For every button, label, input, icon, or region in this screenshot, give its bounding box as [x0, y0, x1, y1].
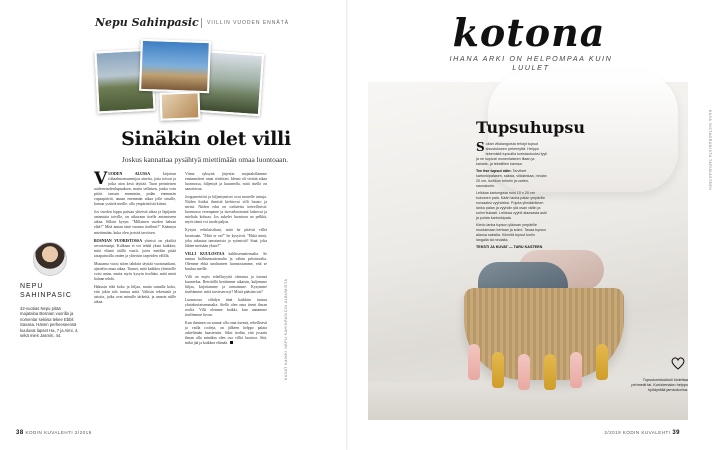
heart-icon: [670, 355, 686, 371]
header-divider: [201, 18, 202, 28]
tassel-mustard: [596, 344, 608, 380]
drop-cap: S: [476, 140, 485, 154]
page-number: 39: [672, 430, 680, 436]
tassel-pink: [570, 352, 582, 388]
author-bio: 42-vuotias Nepu pitää majataloa Bosnian vuorilla ja nomenlar sekiisa tekee Ebbit Savasa. Hänen perheeseensä kuuluvat lapset Ha, 7 ja Aimi, 4, sekä mies Jasmin, 44.: [20, 306, 79, 339]
author-name: NEPU SAHINPASIC: [20, 283, 72, 299]
tassel-pink: [468, 344, 480, 380]
tassel-pink: [518, 354, 530, 390]
paragraph: Kiedo lanka tupsun yläosan ympärille muutamaan kertaan ja solmi. Tasaa tupsun alaosa saksilla. Kiinnitä tupsut koriin langalla tai neulalla.: [476, 223, 547, 242]
paragraph: Kysyin retkilaisiltani, mitä he pitävät villiä luontoaan. "Mitä se on?" he kysyivät. "Ehkä minä, joka rakastaa tanssimista ja syömistä? Sinä, joka lähtee metsään yksin?": [185, 228, 267, 248]
left-footer: [16, 430, 92, 436]
footer-magazine: KODIN KUVALEHTI 2/2019: [25, 430, 92, 435]
right-page: [348, 0, 712, 450]
paragraph: Jooganretriitit ja hiljentymiset ovat monelle tuttuja. Niiden lisäksi ihmisiä kiehtovat villi luonto ja metsä. Niiden edut on todistettu tieteellisesti: luonnossa verenpaine ja stressihormonit laskevat ja mieliala kohoaa. Jos sukelet luontoon on pelkkä, myös tämä voi tuoda paljon.: [185, 195, 267, 225]
columnist-name-header: Nepu Sahinpasic: [95, 16, 199, 29]
paragraph: Tee itse tupsut näin: Tarvitset kartonkipalasen, saksia, villalankaa, neulan 20 cm, isohkon tuhmin ja varten, saunakorin.: [476, 169, 547, 188]
left-page: [0, 0, 348, 450]
body-column-1: [94, 169, 176, 308]
section-title: kotona: [452, 10, 606, 55]
paragraph: Viime syksynä järjestin majatalollamme ensimmäiset omat retriittini. Ideani oli viettää aikaa luonnossa, hiljentyä ja kuunnella, mitä itsellä on sanottavaa.: [185, 172, 267, 192]
photo-caption: Tupsukoriskukkoli kiolettaa pehmeät tai. Koriolemalon helppo hyödyntää jamsokorina.: [631, 378, 688, 392]
author-box: [20, 242, 80, 338]
body-column-2: [185, 172, 267, 349]
photo-credit: KUVA INSTAGRAMISTA TARUKASTEEN: [708, 110, 712, 191]
column-header: [95, 16, 325, 30]
paragraph: Soitari villalangoista tehdyt tupsut sisustukseen pehmeyttä. Helppo tekemistä tupsuilla koristautuuksi tyyli ja ne sopivat monenlaiseen tilaan ja kaluste- ja tekstiilien kanssa.: [476, 140, 547, 166]
article-title: Tupsuhupsu: [476, 118, 585, 137]
footer-magazine: 2/2019 KODIN KUVALEHTI: [604, 430, 671, 435]
page-number: 38: [16, 430, 24, 436]
paragraph: Hakusin elää koko ja hiljaa, mutta samalla koko, että jokin talo tuntuu mitä. Valitsin tekemisiä ja asioita, jotka ovat minulle tärkeitä, ja annoin niille aikaa.: [94, 284, 176, 305]
right-footer: [604, 430, 680, 436]
paragraph: Muutama vuosi sitten tahdoin täyttää vuosimatkani, ajattelin omaa aikaa. Tunnet, mitä kaikkea yhteisölle voisi antaa, mutta myös kysyin itseltäni, mitä minä haluan tehdä.: [94, 261, 176, 281]
section-subtitle: IHANA ARKI ON HELPOMPAA KUIN LUULET: [449, 54, 613, 72]
article-title: Sinäkin olet villi: [121, 128, 291, 150]
signature: TEKSTI JA KUVAT — TARU KASTEEN: [476, 245, 543, 250]
tassel-mustard: [492, 352, 504, 388]
column-tagline: VIILLIN VUODEN ENNÄTÄ: [207, 20, 290, 26]
paragraph: VUODEN ALUSSA kirjoitan riihaalmomaaentijoa aineita, joita toivon ja jotka aion kesä täyttää. Tuon perinteisen uudenvuodenlupauksen, mutta sellaisen, jonka voin pitää: tanssin enemmän, pidän enemmän vapaapäiviä, annan enemmän aikaa jolle omalle, kutsun ystäviä meille, olla ympäristöstä kiinni.: [94, 169, 176, 207]
drop-cap: V: [94, 169, 108, 189]
paragraph: Jos vuoden loppu paistaa yhteistä aikaa ja läpijärän antamista toiville, on aikavaan itselle antamiseen aikaa. Silloin kysyn: "Millainen vuoden haluan elää?" Mitä annan tänä vuonna itselleni?" Käännyn miettimään, kuka olen ja mitä tarvitsen.: [94, 210, 176, 235]
photo-campfire: [160, 91, 201, 120]
paragraph: Luonnossa viihdyn tänä kaikkiin tuntuu yksinkertaisemmalta. Siellä olen oma itseni ilman roolia. Villi olemme kaikki, kun annamme itsellemme luvan.: [185, 298, 267, 318]
article-body: [476, 142, 548, 253]
paragraph: Villi on myös rehellisyyttä olemista ja itsensä kuuntelua. Retriitillä heräämme aikaisin, kuljemme hiljaa, kirjoitamme ja tanssimme. Kysymme itseltämme: mitä tarvitsen nyt? Mistä päästän irti?: [185, 274, 267, 294]
paragraph: VILLI KUULOSTAA kahlitsemattomalta. Se tuntuu hallitsemattomalta ja vähän pelottavalta. Olemme ehkä unohtaneet luonnostamme, että se kuuluu meille.: [185, 251, 267, 271]
paragraph: Leikkaa kartongista noin 10 x 20 cm kokoinen pala. Kääri lanka palan ympärille runsaaksi vyyhdeksi. Pujota ylimääräinen lanka palan ja vyyhdin ylä osan väliin ja solmi tiukasti. Leikkaa vyyhti alaosasta auki ja poista kartonkipala.: [476, 191, 547, 220]
author-avatar: [33, 242, 67, 276]
paragraph: Kun ihminen on saanut olla oma itsensä, rehellisesti ja vailla rooleja, on jälkeen helppo palata arkielämän haasteisiin. Siksi tiedän, että jossain ilman alla minäkin olen osa villiä luontoa. Sitä, mikä jää ja kaikkea elämää.: [185, 321, 267, 346]
paragraph: BOSNIAN VUORISTOSSA yhteisö on yksilöä arvostetumpi. Kulkaan ei voi tehdä yksin kaikkea, mitä elämä täällä vaatii, joten meidän pitää tasapainoilla omien ja yhteisön tarpeiden välillä.: [94, 238, 176, 258]
photo-family-outdoors: [139, 39, 211, 93]
photo-credit: KUVAT KAIKKI NEPU SAHINPASICIN ALBUMISTA: [284, 278, 288, 380]
article-subtitle: Joskus kannattaa pysähtyä miettimään omaa luontoaan.: [121, 155, 289, 164]
tassel-mustard: [544, 354, 556, 390]
end-mark: [230, 341, 233, 344]
